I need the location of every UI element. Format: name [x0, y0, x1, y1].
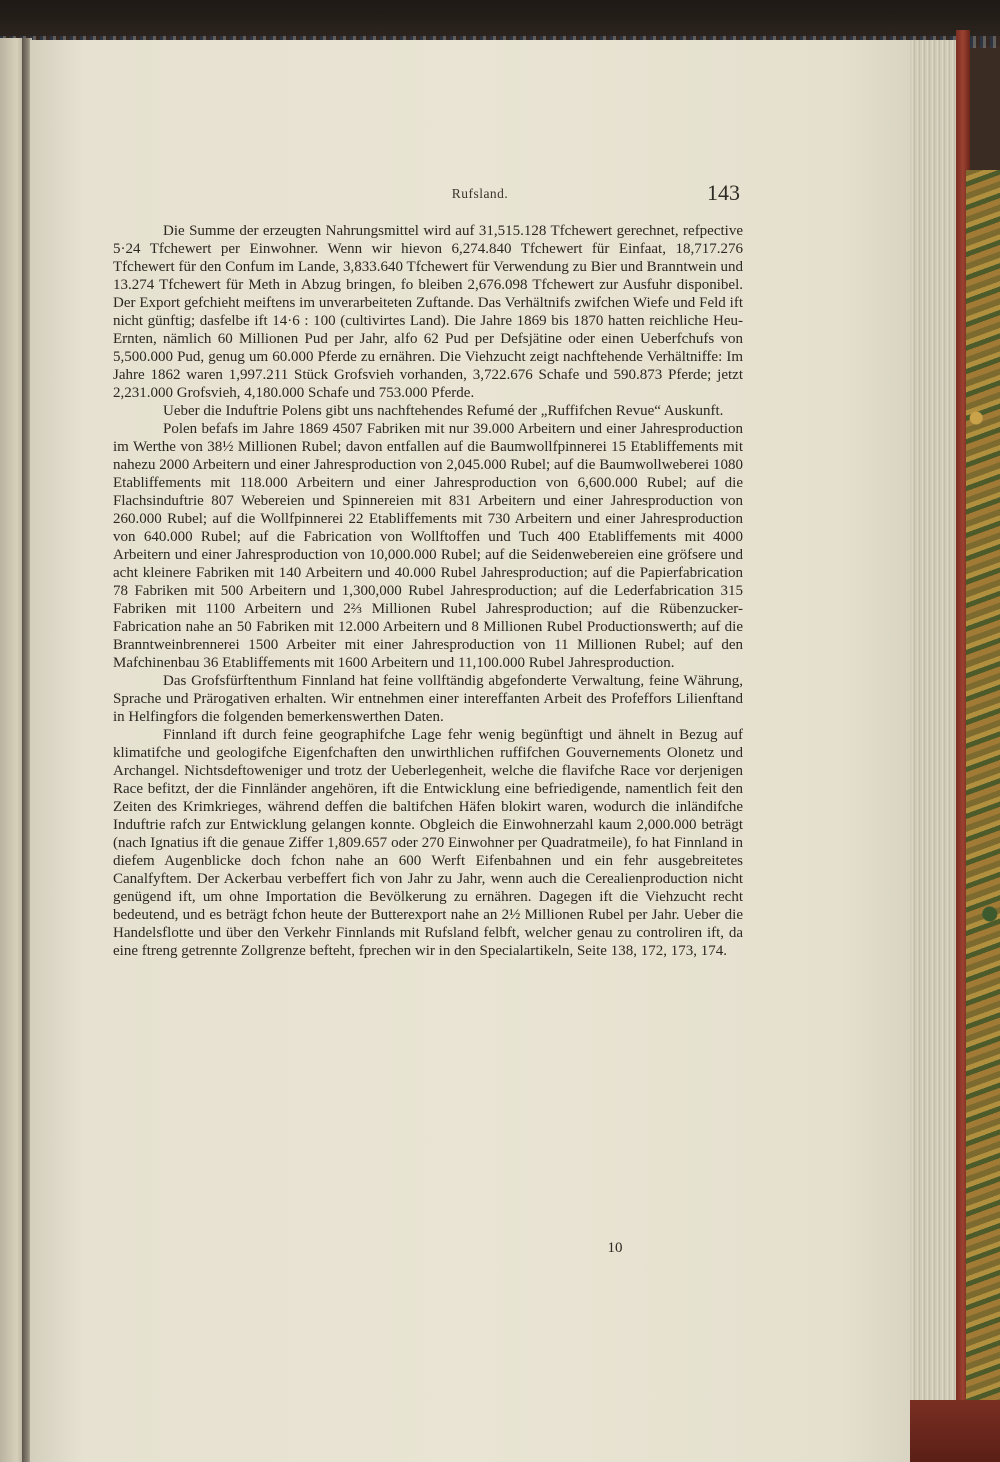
- paragraph: Ueber die Induftrie Polens gibt uns nachftehendes Refumé der „Ruffifchen Revue“ Auskunft.: [163, 403, 724, 419]
- paragraph: Das Grofsfürftenthum Finnland hat feine vollftändig abgefonderte Verwaltung, feine Währung, Sprache und Prärogativen erhalten. Wir entnehmen einer intereffanten Arbeit des Profeffors Lilienftand in Helfingfors die folgenden bemerkenswerthen Daten.: [113, 673, 743, 725]
- paragraph: Die Summe der erzeugten Nahrungsmittel wird auf 31,515.128 Tfchewert gerechnet, refpective 5·24 Tfchewert per Einwohner. Wenn wir hievon 6,274.840 Tfchewert für Einfaat, 18,717.276 Tfchewert für den Confum im Lande, 3,833.640 Tfchewert für Verwendung zu Bier und Branntwein und 13.274 Tfchewert für Meth in Abzug bringen, fo bleiben 2,676.098 Tfchewert zur Ausfuhr disponibel. Der Export gefchieht meiftens im unverarbeiteten Zuftande. Das Verhältnifs zwifchen Wiefe und Feld ift nicht günftig; dasfelbe ift 14·6 : 100 (cultivirtes Land). Die Jahre 1869 bis 1870 hatten reichliche Heu-Ernten, nämlich 60 Millionen Pud per Jahr, alfo 62 Pud per Defsjätine oder einen Ueberfchufs von 5,500.000 Pud, genug um 60.000 Pferde zu ernähren. Die Viehzucht zeigt nachftehende Verhältniffe: Im Jahre 1862 waren 1,997.211 Stück Grofsvieh vorhanden, 3,722.676 Schafe und 590.873 Pferde; jetzt 2,231.000 Grofsvieh, 4,180.000 Schafe und 753.000 Pferde.: [113, 223, 743, 401]
- page-body: [113, 222, 743, 960]
- page-block-edges: [906, 40, 962, 1406]
- running-title: Rufsland.: [451, 186, 509, 201]
- cover-corner: [900, 1400, 1000, 1462]
- marbled-endpaper: [966, 170, 1000, 1410]
- paragraph: Finnland ift durch feine geographifche Lage fehr wenig begünftigt und ähnelt in Bezug auf klimatifche und geologifche Eigenfchaften den unwirthlichen ruffifchen Gouvernements Olonetz und Archangel. Nichtsdeftoweniger und trotz der Ueberlegenheit, welche die flavifche Race vor derjenigen Race befitzt, der die Finnländer angehören, ift die Entwicklung eine befriedigende, namentlich feit den Zeiten des Krimkrieges, während deffen die baltifchen Häfen blokirt waren, wodurch die inländifche Induftrie rafch zur Entwicklung gelangen konnte. Obgleich die Einwohnerzahl kaum 2,000.000 beträgt (nach Ignatius ift die genaue Ziffer 1,809.657 oder 270 Einwohner per Quadratmeile), fo hat Finnland in diefem Augenblicke doch fchon nahe an 600 Werft Eifenbahnen und ein fehr ausgebreitetes Canalfyftem. Der Ackerbau verbeffert fich von Jahr zu Jahr, wenn auch die Cerealienproduction nicht genügend ift, um ohne Importation die Bevölkerung zu ernähren. Dagegen ift die Viehzucht recht bedeutend, und es beträgt fchon heute der Butterexport nahe an 2½ Millionen Rubel per Jahr. Ueber die Handelsflotte und über den Verkehr Finnlands mit Rufsland felbft, welcher genau zu controliren ift, da eine ftreng getrennte Zollgrenze befteht, fprechen wir in den Specialartikeln, Seite 138, 172, 173, 174.: [113, 727, 743, 959]
- page-number: 143: [707, 180, 740, 205]
- signature-mark: 10: [607, 1240, 623, 1256]
- paragraph: Polen befafs im Jahre 1869 4507 Fabriken mit nur 39.000 Arbeitern und einer Jahresproduction im Werthe von 38½ Millionen Rubel; davon entfallen auf die Baumwollfpinnerei 15 Etabliffements mit nahezu 2000 Arbeitern und einer Jahresproduction von 2,045.000 Rubel; auf die Baumwollweberei 1080 Etabliffements mit 118.000 Arbeitern und einer Jahresproduction von 6,600.000 Rubel; auf die Flachsinduftrie 807 Webereien und Spinnereien mit 831 Arbeitern und einer Jahresproduction von 260.000 Rubel; auf die Wollfpinnerei 22 Etabliffements mit 730 Arbeitern und einer Jahresproduction von 640.000 Rubel; auf die Fabrication von Wollftoffen und Tuch 400 Etabliffements mit 4000 Arbeitern und einer Jahresproduction von 10,000.000 Rubel; auf die Seidenwebereien eine gröfsere und acht kleinere Fabriken mit 140 Arbeitern und 40.000 Rubel Jahresproduction; auf die Papierfabrication 78 Fabriken mit 500 Arbeitern und 1,300,000 Rubel Jahresproduction; auf die Lederfabrication 315 Fabriken mit 1100 Arbeitern und 2⅔ Millionen Rubel Jahresproduction; auf die Rübenzucker-Fabrication nahe an 50 Fabriken mit 12.000 Arbeitern und 8 Millionen Rubel Productionswerth; auf die Branntweinbrennerei 1500 Arbeiter mit einer Jahresproduction von 11 Millionen Rubel; auf den Mafchinenbau 36 Etabliffements mit 1600 Arbeitern und 11,100.000 Rubel Jahresproduction.: [113, 421, 743, 671]
